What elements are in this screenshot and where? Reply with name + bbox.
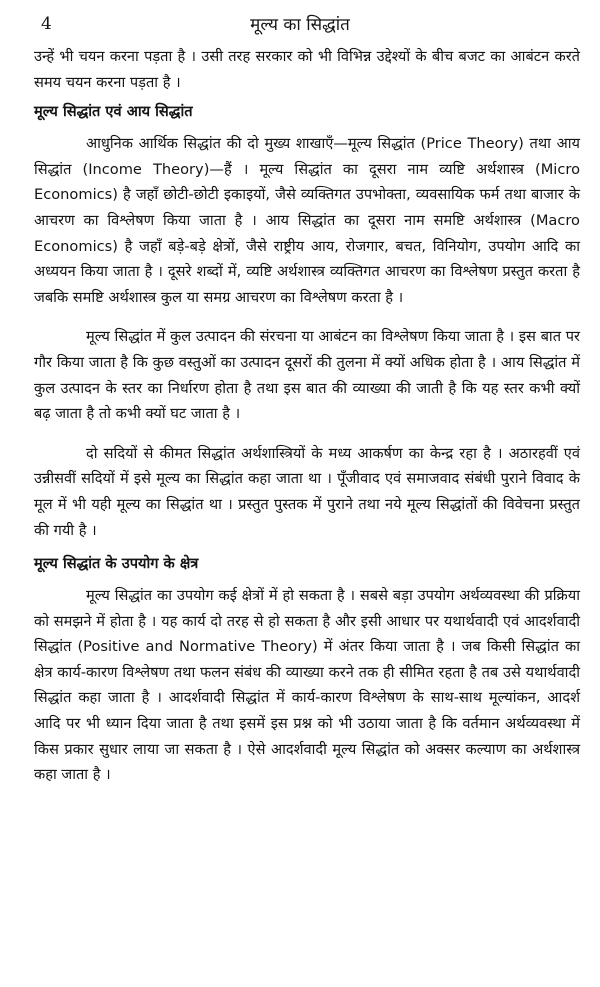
paragraph-positive-normative-theory: मूल्य सिद्धांत का उपयोग कई क्षेत्रों में हो सकता है । सबसे बड़ा उपयोग अर्थव्यवस्था की प्रक्रिया को समझने में होता है । यह कार्य दो तरह से हो सकता है और इसी आधार पर यथार्थवादी एवं आदर्शवादी सिद्धांत (Positive and Normative Theory) में अंतर किया जाता है । जब किसी सिद्धांत का क्षेत्र कार्य-कारण विश्लेषण तथा फलन संबंध की व्याख्या करने तक ही सीमित रहता है तब उसे यथार्थवादी सिद्धांत कहा जाता है । आदर्शवादी सिद्धांत में कार्य-कारण विश्लेषण के साथ-साथ मूल्यांकन, आदर्श आदि पर भी ध्यान दिया जाता है तथा इसमें इस प्रश्न को भी उठाया जाता है कि वर्तमान अर्थव्यवस्था में किस प्रकार सुधार लाया जा सकता है । ऐसे आदर्शवादी मूल्य सिद्धांत को अक्सर कल्याण का अर्थशास्त्र कहा जाता है । [34,587,580,784]
paragraph-history-of-value-theory: दो सदियों से कीमत सिद्धांत अर्थशास्त्रियों के मध्य आकर्षण का केन्द्र रहा है । अठारहवीं एवं उन्नीसवीं सदियों में इसे मूल्य का सिद्धांत कहा जाता था । पूँजीवाद एवं समाजवाद संबंधी पुराने विवाद के मूल में भी यही मूल्य का सिद्धांत था । प्रस्तुत पुस्तक में पुराने तथा नये मूल्य सिद्धांतों की विवेचना प्रस्तुत की गयी है । [34,444,580,539]
paragraph-price-vs-income-theory: आधुनिक आर्थिक सिद्धांत की दो मुख्य शाखाएँ—मूल्य सिद्धांत (Price Theory) तथा आय सिद्धांत (Income Theory)—हैं । मूल्य सिद्धांत का दूसरा नाम व्यष्टि अर्थशास्त्र (Micro Economics) है जहाँ छोटी-छोटी इकाइयों, जैसे व्यक्तिगत उपभोक्ता, व्यवसायिक फर्म तथा बाजार के आचरण का विश्लेषण किया जाता है । आय सिद्धांत का दूसरा नाम समष्टि अर्थशास्त्र (Macro Economics) है जहाँ बड़े-बड़े क्षेत्रों, जैसे राष्ट्रीय आय, रोजगार, बचत, विनियोग, उपयोग आदि का अध्ययन किया जाता है । दूसरे शब्दों में, व्यष्टि अर्थशास्त्र व्यक्तिगत आचरण का विश्लेषण प्रस्तुत करता है जबकि समष्टि अर्थशास्त्र कुल या समग्र आचरण का विश्लेषण करता है । [34,135,580,306]
page-number: 4 [41,14,52,34]
section-heading-price-and-income-theory: मूल्य सिद्धांत एवं आय सिद्धांत [34,103,193,121]
page-header [20,0,580,44]
section-heading-uses-of-price-theory: मूल्य सिद्धांत के उपयोग के क्षेत्र [34,555,199,573]
intro-paragraph: उन्हें भी चयन करना पड़ता है । उसी तरह सरकार को भी विभिन्न उद्देश्यों के बीच बजट का आबंटन करते समय चयन करना पड़ता है । [34,48,580,91]
paragraph-price-theory-allocation: मूल्य सिद्धांत में कुल उत्पादन की संरचना या आबंटन का विश्लेषण किया जाता है । इस बात पर गौर किया जाता है कि कुछ वस्तुओं का उत्पादन दूसरों की तुलना में क्यों अधिक होता है । आय सिद्धांत में कुल उत्पादन के स्तर का निर्धारण होता है तथा इस बात की व्याख्या की जाती है कि यह स्तर कभी क्यों बढ़ जाता है तो कभी क्यों घट जाता है । [34,328,580,423]
running-title: मूल्य का सिद्धांत [250,15,350,35]
